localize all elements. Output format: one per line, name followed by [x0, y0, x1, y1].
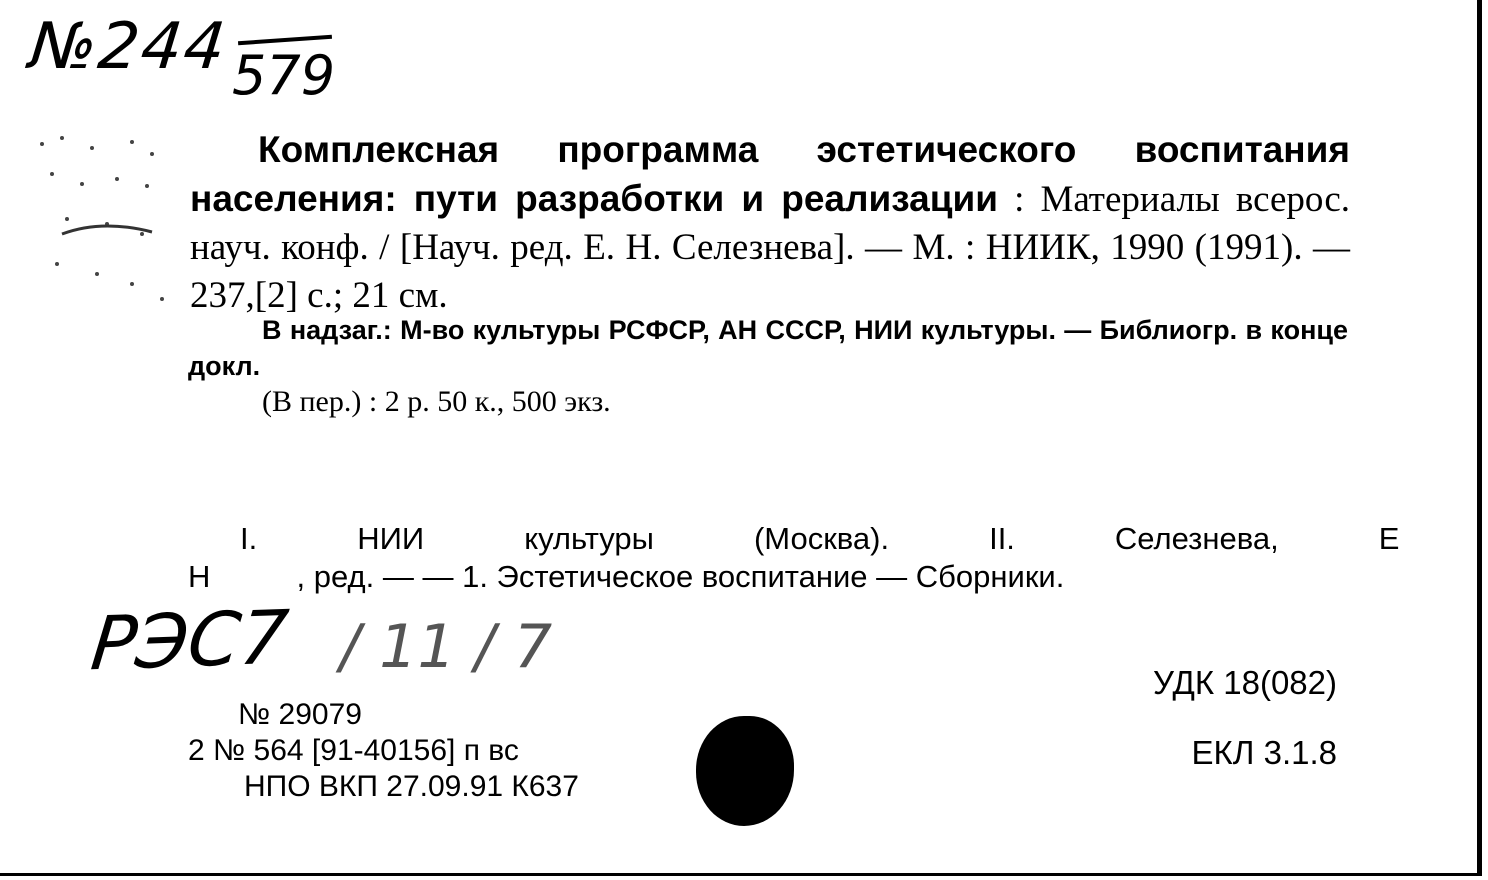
shelf-mark-handwritten: РЭС7: [87, 594, 293, 688]
ekl-code: ЕКЛ 3.1.8: [1191, 734, 1337, 771]
registration-number: № 29079: [238, 698, 362, 731]
registration-line-3: НПО ВКП 27.09.91 К637: [244, 770, 579, 803]
tracing-roman-2: II.: [989, 521, 1015, 556]
note-price: (В пер.) : 2 р. 50 к., 500 экз.: [262, 385, 611, 418]
accession-number-handwritten: №244: [26, 10, 231, 84]
tracings-block: [188, 520, 1400, 596]
notes-block: [188, 312, 1348, 420]
main-bibliographic-entry: [190, 126, 1350, 320]
shelf-mark-handwritten-extra: / 11 / 7: [340, 612, 553, 682]
tracing-word: культуры: [524, 521, 654, 556]
accession-denominator-handwritten: 579: [232, 44, 336, 107]
tracing-roman-1: I.: [240, 521, 258, 556]
tracing-line-2: Н , ред. — — 1. Эстетическое воспитание — Сборники.: [188, 559, 1065, 594]
tracing-word: Е: [1378, 521, 1400, 556]
entry-publication-details: : Материалы всерос. науч. конф. / [Науч. ред. Е. Н. Селезнева]. — М. : НИИК, 1990 (1991). — 237,[2] с.; 21 см.: [190, 179, 1350, 316]
tracing-word: (Москва).: [753, 521, 890, 556]
tracing-line-1: [188, 520, 1400, 558]
smudge-marks: [22, 124, 172, 314]
punch-hole: [696, 716, 794, 826]
registration-line-2: 2 № 564 [91-40156] п вс: [188, 734, 519, 767]
entry-title: Комплексная программа эстетического воспитания населения: пути разработки и реализации: [190, 129, 1350, 219]
tracing-word: НИИ: [357, 521, 425, 556]
tracing-word: Селезнева,: [1114, 521, 1279, 556]
udk-code: УДК 18(082): [1153, 664, 1337, 701]
note-header: В надзаг.: М-во культуры РСФСР, АН СССР, НИИ культуры. — Библиогр. в конце докл.: [188, 315, 1348, 381]
